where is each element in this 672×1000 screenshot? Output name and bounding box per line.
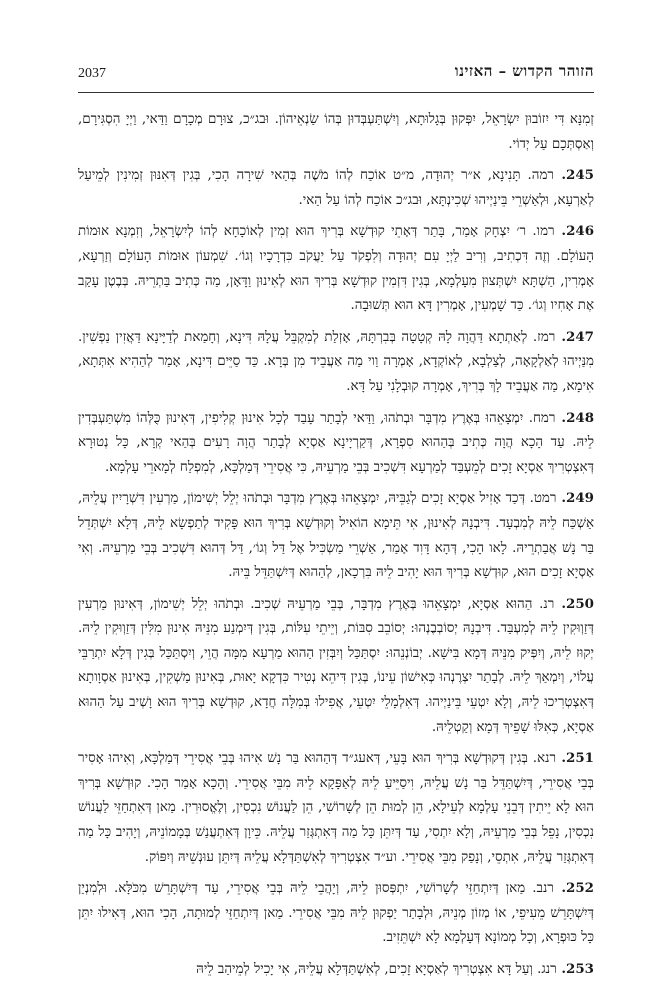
paragraph-number: 251. xyxy=(556,750,594,767)
paragraph-253 xyxy=(78,957,594,982)
paragraph-continuation xyxy=(78,108,594,157)
paragraph-text: רנב. מַאן דְּיִתְחַזֵּי לְשָׁרוֹשִׁי, יִתְפְּסוּן לֵיהּ, וְיָהֲבֵי לֵיהּ בְּבֵי אֲסִירֵי, עַד דְּיִשְׁתָּרֵשׁ מִכֹּלָּא. וּלְמִנְיַן דְּיִשְׁתָּרֵשׁ מֵעִיפֵי, אוֹ מְזוֹן מְנֵיהּ, וּלְבָתַר יַפְקוּן לֵיהּ מִבֵּי אֲסִירֵי. מַאן דְּיִתְחַזֵּי לְמוּתָה, הָכִי הוּא, דְּאִילוּ יִתֵּן כָּל כּוּפְרָא, וְכָל מְמוֹנָא דְּעָלְמָא לָא יִשְׁתֵּזִיב. xyxy=(78,881,594,946)
paragraph-249 xyxy=(78,486,594,585)
paragraph-number: 250. xyxy=(554,595,594,612)
paragraph-number: 245. xyxy=(553,167,594,184)
paragraph-text: רנא. בְּגִין דְּקוּדְשָׁא בְּרִיךְ הוּא בָּעֵי, דְּאעג״ד דְּהַהוּא בַּר נָשׁ אִיהוּ בְּבֵי אֲסִירֵי דְּמַלְכָּא, וְאִיהוּ אָסִיר בְּבֵי אֲסִירֵי, דְּיִשְׁתַּדֵּל בַּר נָשׁ עֲלֵיהּ, וִיסַיֵּיעַ לֵיהּ לְאַפָּקָא לֵיהּ מִבֵּי אֲסִירֵי. וְהָכָא אָמַר הָכִי. קוּדְשָׁא בְּרִיךְ הוּא לָא יֵיתִין דְּבֵנֵי עָלְמָא לְעֵילָא, הֵן לְמוּת הֵן לְשָׁרוֹשִׁי, הֵן לַעֲנוֹשׁ נִכְסִין, וְלֶאֱסוּרִין. מַאן דְּאִתְחַזֵּי לַעֲנוֹשׁ נִכְסִין, נָפֵל בְּבֵי מַרְעֵיהּ, וְלָא יִתְסִי, עַד דְּיִתֵּן כָּל מַה דְּאִתְגְּזַר עֲלֵיהּ. כֵּיוָן דְּאִתְעֲנַשׁ בְּמָמוֹנֵיהּ, וְיָהִיב כָּל מַה דְּאִתְגְּזַר עֲלֵיהּ, אִתְסֵי, וְנָפַק מִבֵּי אֲסִירֵי. וע״ד אִצְטְרִיךְ לְאִשְׁתַּדְּלָא עֲלֵיהּ דְּיִתֵּן עוּנְשֵׁיהּ וְיִפּוֹק. xyxy=(78,751,594,865)
paragraph-247 xyxy=(78,325,594,400)
paragraph-text: רנג. וְעַל דָּא אִצְטְרִיךְ לְאַסְיָא זָכִים, לְאִשְׁתַּדְּלָא עֲלֵיהּ, אִי יָכִיל לְמֵיהַב לֵיהּ xyxy=(196,962,557,977)
paragraph-number: 249. xyxy=(556,490,594,507)
paragraph-text: רמח. יִמְצָאֵהוּ בְּאֶרֶץ מִדְבָּר וּבְתֹהוּ, וַדַּאי לְבָתַר עָבַד לְכָל אִינוּן קְלִיפִין, דְּאִינוּן כֻּלְּהוֹ מִשְׁתַּעְבְּדִין לֵיהּ. עַד הָכָא הֲוָה כְּתִיב בְּהַהוּא סִפְרָא, דְּקַרְיָינָא אַסְיָא לְבָתַר הֲוָה רָעִים בְּהַאי קְרָא, כָּל נְטוּרָא דְּאִצְטְרִיךְ אַסְיָא זָכִים לְמֵעְבַּד לְמַרְעָא דִּשְׁכִיב בְּבֵי מַרְעֵיהּ, כִּי אֲסִירֵי דְּמַלְכָּא, לְמִפְלַח לְמָארֵי עָלְמָא. xyxy=(78,410,594,475)
paragraph-text: רמט. דְּכַד אָזִיל אַסְיָא זָכִים לְגַבֵּיהּ, יִמְצָאֵהוּ בְּאֶרֶץ מִדְבָּר וּבְתֹהוּ יְלֵל יְשִׁימוֹן, מַרְעִין דִּשְׁרָיִין עֲלֵיהּ, אַשְׁכַּח לֵיהּ לְמִבְעָד. דִּיבְנָהּ לְאִינוּן, אִי תֵּימָא הוֹאִיל וְקוּדְשָׁא בְּרִיךְ הוּא פָּקִיד לְתַפְשָׂא לֵיהּ, דְּלָא יִשְׁתְּדֵל בַּר נָשׁ אֲבַתְרֵיהּ. לָאו הָכִי, דְּהָא דָּוִד אָמַר, אַשְׁרֵי מַשְׂכִּיל אֶל דַּל וְגוֹ׳, דַּל דְּהוּא דִּשְׁכִיב בְּבֵי מַרְעֵיהּ. וְאִי אַסְיָא זָכִים הוּא, קוּדְשָׁא בְּרִיךְ הוּא יָהִיב לֵיהּ בִּרְכָאן, לְהַהוּא דְּיִשְׁתַּדֵּל בֵּיהּ. xyxy=(78,491,594,581)
paragraph-text: זְמִנָּא דִּי יִזוֹבוּן יִשְׂרָאֵל, יִפְּקוּן בְּגָלוּתָא, וְיִשְׁתַּעְבְּדוּן בְּהוֹ שַׂנְאֵיהוֹן. וּבג״כ, צוּרָם מְכָרָם וַדַּאי, וַיְיָ הִסְגִּירָם, וְאַסְתְּכָם עַל יְדוֹי. xyxy=(78,112,594,152)
paragraph-252 xyxy=(78,876,594,951)
body-text xyxy=(78,108,594,982)
paragraph-248 xyxy=(78,406,594,481)
paragraph-251 xyxy=(78,746,594,870)
paragraph-text: רנ. הַהוּא אַסְיָא, יִמְצָאֵהוּ בְּאֶרֶץ מִדְבָּר, בְּבֵי מַרְעֵיהּ שְׁכִיב. וּבְתֹהוּ יְלֵל יְשִׁימוֹן, דְּאִינוּן מַרְעִין דְּזַוְוּקִין לֵיהּ לְמִעְבַּד. דִּיבְנָהּ יְסוֹבְבֶנְהוּ: יְסוֹבֵב סִבּוֹת, וְיֵיתֵי עִלּוֹת, בְּגִין דְּיִמְנַע מִנֵּיהּ אִינוּן מִלִּין דְּזַוְוּקִין לֵיהּ. יְקוּז לֵיהּ, וְיִפְּיק מִנֵּיהּ דְּמָא בִּישָׁא. יְבוֹנְנֵהוּ: יִסְתַּכַּל וְיִבְּזִין הַהוּא מַרְעָא מִמָּה הֲוֵי, וְיִסְתַּכַּל בְּגִין דְּלָא יִתְרַבֵּי עֲלוֹי, וְיִמְאַךְ לֵיהּ. לְבָתַר יִצְרֶנְהוּ כְּאִישׁוֹן עֵינוֹ, בְּגִין דִּיהֵא נְטִיר כִּדְקָא יָאוּת, בְּאִינוּן מַשְׁקִין, בְּאִינוּן אַסְוָותָא דְּאִצְטְרִיכוּ לֵיהּ, וְלָא יִטְעֵי בֵּינַיְיהוּ. דְּאִלְמָלֵי יִטְעֵי, אֲפִילוּ בְּמִלָּה חֲדָא, קוּדְשָׁא בְּרִיךְ הוּא וָשְׁיב עַל הַהוּא אַסְיָא, כְּאִלּוּ שָׁפֵיךְ דְּמָא וְקַטְלֵיהּ. xyxy=(78,596,594,735)
paragraph-number: 248. xyxy=(555,409,594,426)
paragraph-245 xyxy=(78,163,594,213)
paragraph-text: רמה. תָּנִינָא, א״ר יְהוּדָה, מ״ט אוֹכַח לְהוֹ מֹשֶׁה בְּהַאי שִׁירָה הָכִי, בְּגִין דְּאִנּוּן זְמִינִין לְמֵיעַל לְאַרְעָא, וּלְאַשְׁרֵי בֵּינַיְיהוּ שְׁכִינְתָּא, וּבג״כ אוֹכַח לְהוֹ עַל הַאי. xyxy=(78,168,594,208)
paragraph-246 xyxy=(78,219,594,318)
paragraph-number: 246. xyxy=(554,223,594,240)
page-number: 2037 xyxy=(78,66,106,81)
paragraph-text: רמו. ר׳ יִצְחָק אָמַר, בָּתַר דְּאָתֵי קוּדְשָׁא בְּרִיךְ הוּא זְמִין לְאוֹכָחָא לְהוֹ לְיִשְׂרָאֵל, וְזִמְנָא אוּמוֹת הָעוֹלָם. וְזֶה דִּכְתִיב, וְרִיב לַיְיָ עִם יְהוּדָה וְלִפְקֹד עַל יַעֲקֹב כִּדְרָכָיו וְגוֹ׳. שִׁמְעוֹן אוּמוֹת הָעוֹלָם וְזַרְעָא, אָמְרִין, הַשְׁתָּא יִשְׁתְּצוּן מִעָלְמָא, בְּגִין דִּזְמִין קוּדְשָׁא בְּרִיךְ הוּא לְאִינוּן וַדָּאָן, מַה כְּתִיב בַּתְרֵיהּ. בְּבֶטֶן עָקַב אֶת אָחִיו וְגוֹ׳. כַּד שָׁמְעִין, אָמְרִין דָּא הוּא תְּשׁוּבָה. xyxy=(78,224,594,314)
running-header xyxy=(78,62,594,88)
paragraph-250 xyxy=(78,592,594,741)
paragraph-number: 253. xyxy=(556,961,594,977)
paragraph-number: 252. xyxy=(553,880,594,897)
running-title: הזוהר הקדוש – האזינו xyxy=(454,62,594,80)
paragraph-text: רמז. לְאַתְתָא דַּהֲוָה לָהּ קְטָטָה בְּבִרְתָּהּ, אָזְלַת לְמִקְבֵּל עֲלָהּ דִּינָא, וְחָמַאת לְדַיָּינָא דַּאֲזִין נַפְשִׁין. מִנַּיְיהוּ לְאַלְקָאָה, לְצַלְבָא, לְאוֹקְדָא, אָמְרָה וַוי מַה אַעֲבֵיד מִן בְּרָא. כַּד סַיֵּים דִּינָא, אָמַר לְהַהִיא אִתְּתָא, אִימָא, מַה אַעֲבֵיד לָךְ בְּרִיךְ, אָמְרָה קוּבְלָנִי עַל דָּא. xyxy=(78,329,594,394)
paragraph-number: 247. xyxy=(555,328,594,345)
header-rule xyxy=(78,92,594,93)
